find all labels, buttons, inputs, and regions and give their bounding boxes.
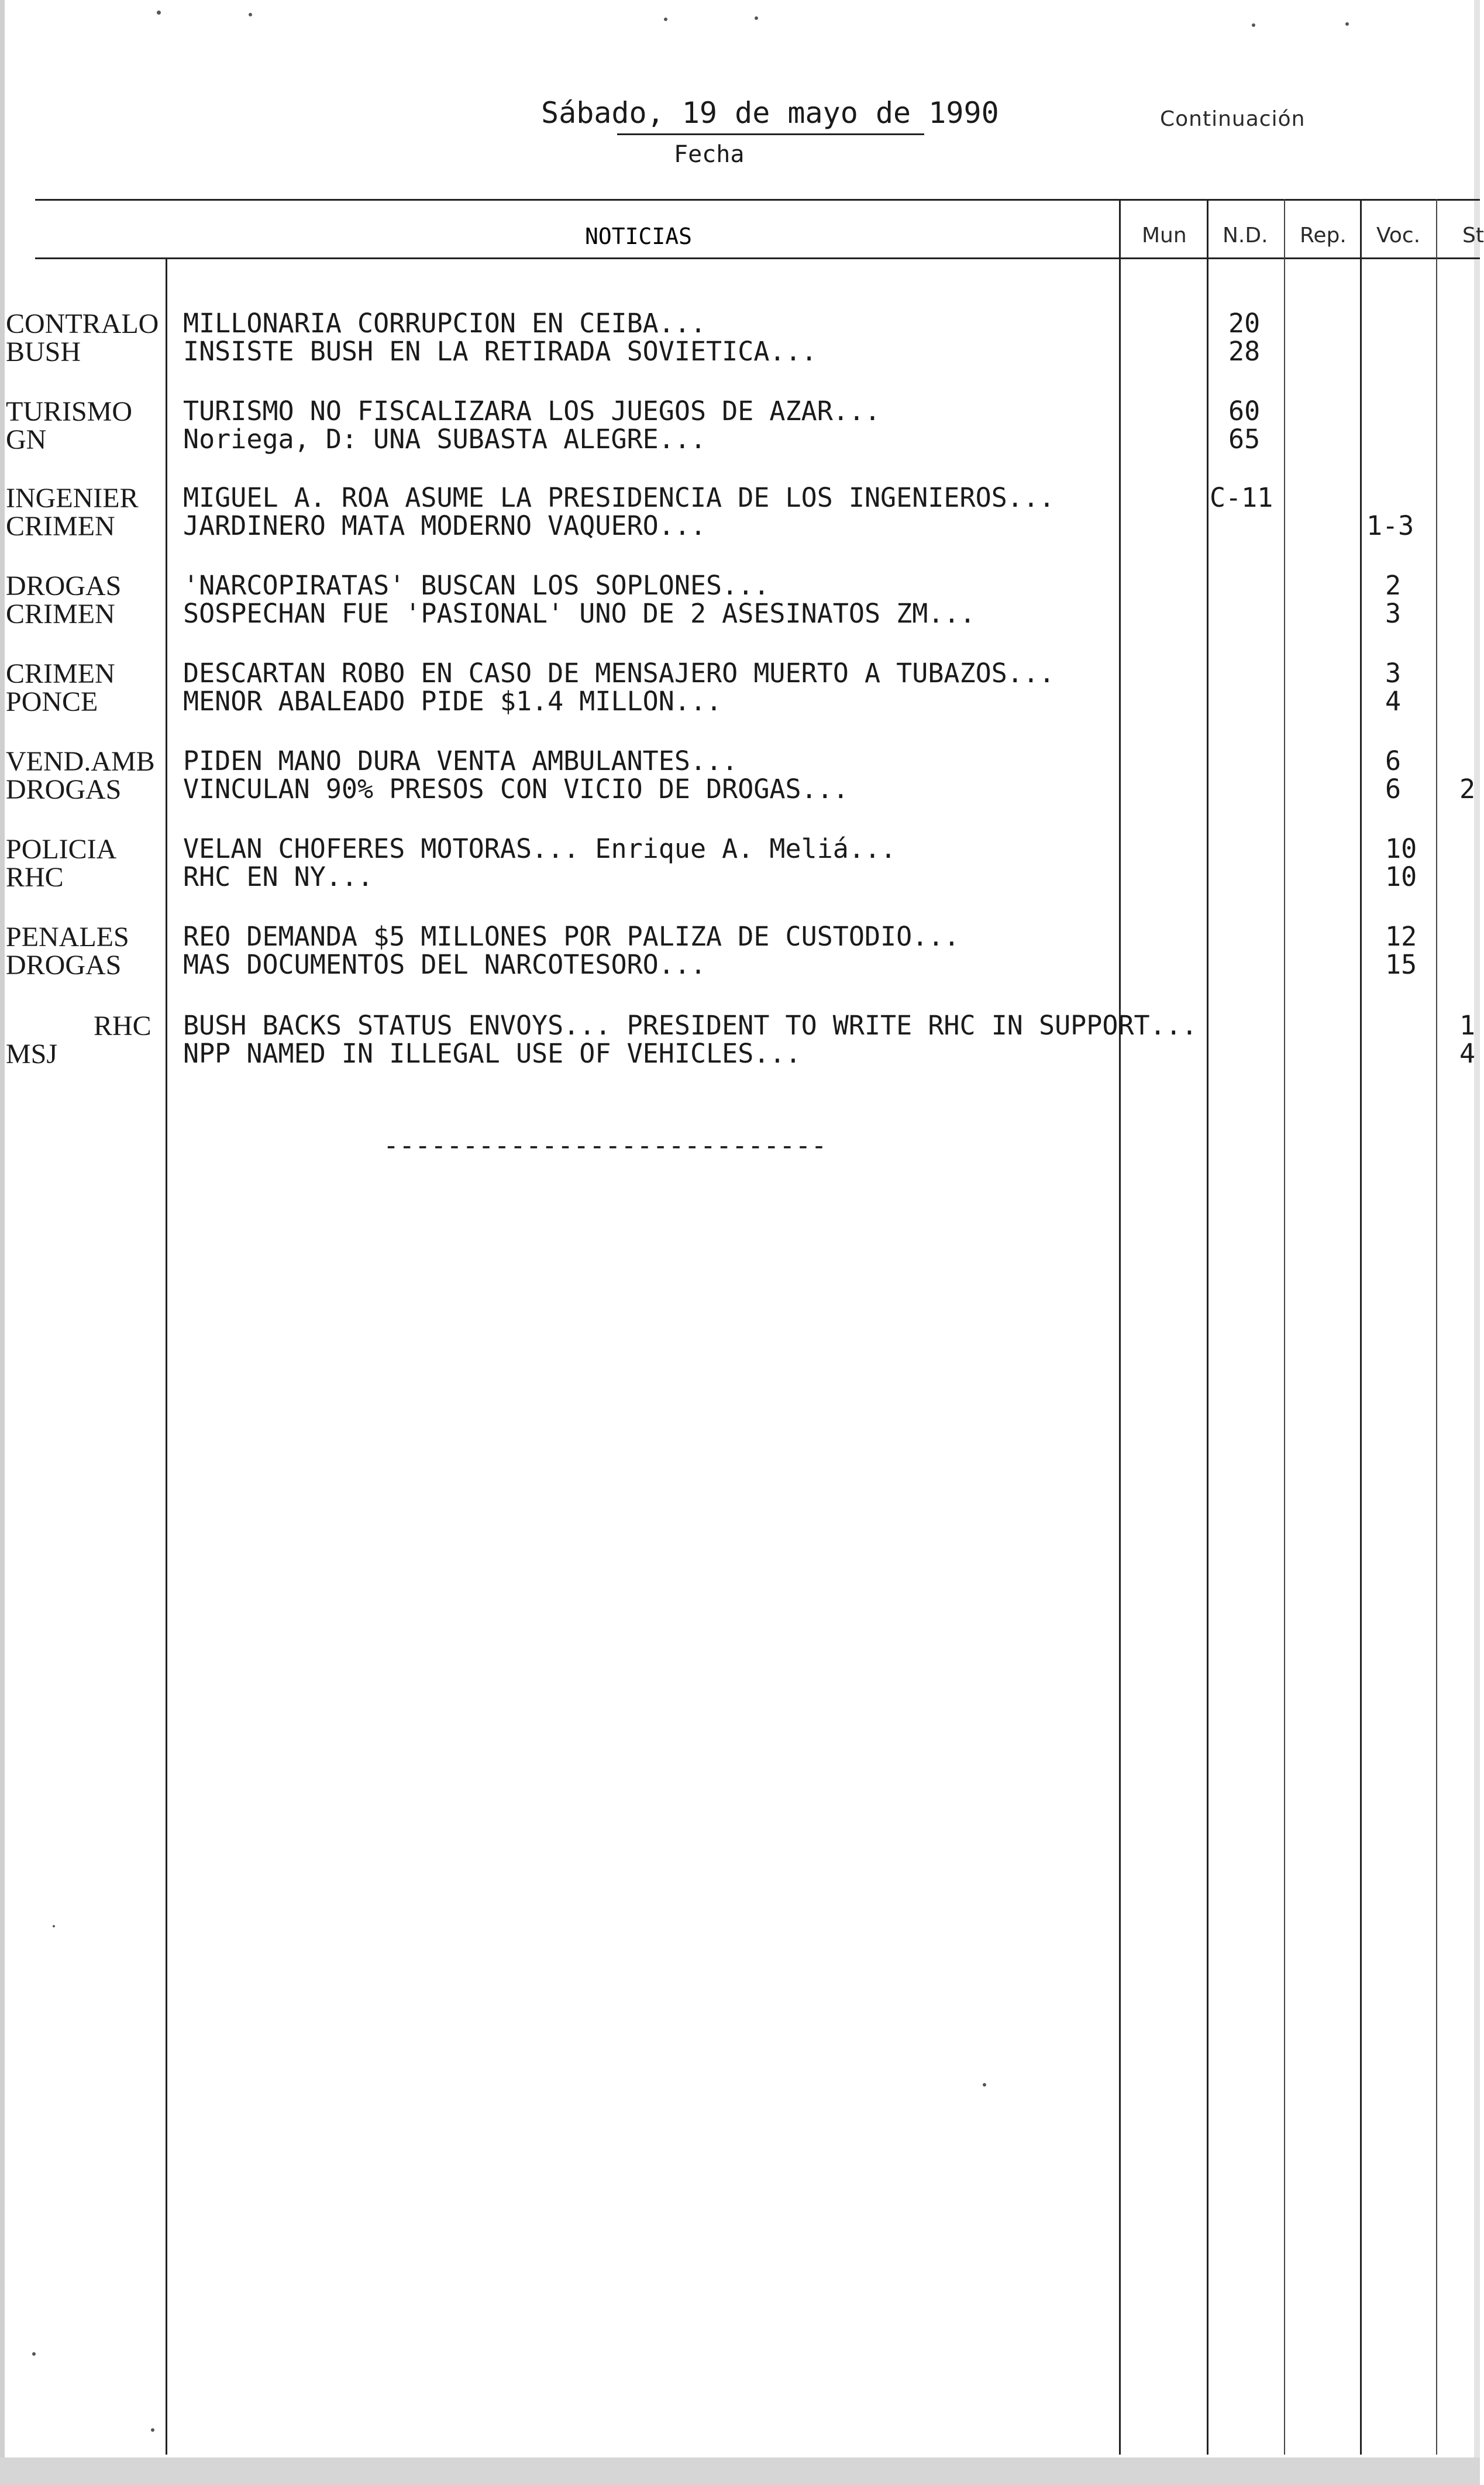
row-headline: INSISTE BUSH EN LA RETIRADA SOVIETICA...	[183, 336, 817, 367]
row-headline: SOSPECHAN FUE 'PASIONAL' UNO DE 2 ASESINATOS ZM...	[183, 598, 976, 629]
row-nd: C-11	[1210, 482, 1273, 513]
row-voc: 6	[1385, 774, 1402, 805]
row-voc: 10	[1385, 861, 1417, 892]
header-bottom-rule	[35, 257, 1480, 259]
row-category: GN	[6, 424, 47, 455]
row-voc: 12	[1385, 921, 1417, 952]
rep-column-divider	[1360, 199, 1362, 2455]
column-header-noticias: NOTICIAS	[585, 224, 693, 249]
table-top-rule	[35, 199, 1480, 201]
date-underline	[617, 133, 924, 135]
row-category: CRIMEN	[6, 658, 115, 689]
column-header-st: St	[1462, 224, 1484, 248]
scan-speck	[151, 2428, 154, 2432]
row-voc: 3	[1385, 658, 1402, 689]
row-headline: PIDEN MANO DURA VENTA AMBULANTES...	[183, 745, 738, 776]
row-category: DROGAS	[6, 774, 122, 805]
row-headline: Noriega, D: UNA SUBASTA ALEGRE...	[183, 424, 707, 455]
row-category: VEND.AMB	[6, 746, 155, 777]
row-category: POLICIA	[6, 834, 117, 865]
row-headline: MILLONARIA CORRUPCION EN CEIBA...	[183, 308, 707, 339]
noticias-column-divider	[1119, 199, 1121, 2455]
row-headline: REO DEMANDA $5 MILLONES POR PALIZA DE CUSTODIO...	[183, 921, 960, 952]
scan-left-edge	[0, 0, 5, 2485]
scan-speck	[249, 13, 252, 16]
row-headline: JARDINERO MATA MODERNO VAQUERO...	[183, 510, 707, 541]
row-voc: 3	[1385, 598, 1402, 629]
row-headline: MENOR ABALEADO PIDE $1.4 MILLON...	[183, 686, 722, 717]
row-voc: 1-3	[1366, 510, 1414, 541]
mun-column-divider	[1207, 199, 1208, 2455]
row-headline: BUSH BACKS STATUS ENVOYS... PRESIDENT TO WRITE RHC IN SUPPORT...	[183, 1010, 1197, 1041]
row-headline: MAS DOCUMENTOS DEL NARCOTESORO...	[183, 949, 707, 980]
row-category: CRIMEN	[6, 599, 115, 630]
row-category: DROGAS	[6, 950, 122, 981]
column-header-rep: Rep.	[1300, 224, 1347, 248]
category-column-divider	[166, 257, 167, 2455]
scan-bottom-band	[0, 2457, 1480, 2485]
scan-speck	[755, 16, 758, 20]
row-category: CRIMEN	[6, 511, 115, 542]
row-nd: 28	[1228, 336, 1261, 367]
column-header-nd: N.D.	[1223, 224, 1268, 248]
scan-speck	[1345, 22, 1349, 26]
row-headline: 'NARCOPIRATAS' BUSCAN LOS SOPLONES...	[183, 570, 770, 601]
row-nd: 65	[1228, 424, 1261, 455]
nd-column-divider	[1284, 199, 1285, 2455]
row-headline: MIGUEL A. ROA ASUME LA PRESIDENCIA DE LOS INGENIEROS...	[183, 482, 1055, 513]
row-voc: 10	[1385, 833, 1417, 864]
scan-speck	[1252, 23, 1255, 27]
row-category: TURISMO	[6, 396, 133, 427]
row-category: MSJ	[6, 1039, 58, 1070]
row-headline: DESCARTAN ROBO EN CASO DE MENSAJERO MUERTO A TUBAZOS...	[183, 658, 1055, 689]
row-category: CONTRALO	[6, 308, 159, 339]
scan-right-edge	[1474, 0, 1480, 2485]
row-category: DROGAS	[6, 570, 122, 602]
row-category: RHC	[6, 862, 64, 893]
continuation-label: Continuación	[1160, 107, 1306, 131]
end-of-list-dashes: ----------------------------	[383, 1130, 827, 1161]
scan-speck	[157, 11, 161, 15]
row-voc: 4	[1385, 686, 1402, 717]
row-st: 1	[1459, 1010, 1476, 1041]
scan-speck	[53, 1925, 55, 1927]
scan-speck	[32, 2352, 36, 2356]
row-nd: 20	[1228, 308, 1261, 339]
row-nd: 60	[1228, 396, 1261, 427]
row-headline: RHC EN NY...	[183, 861, 374, 892]
row-headline: NPP NAMED IN ILLEGAL USE OF VEHICLES...	[183, 1038, 801, 1069]
scan-speck	[664, 18, 667, 21]
row-voc: 2	[1385, 570, 1402, 601]
row-headline: VINCULAN 90% PRESOS CON VICIO DE DROGAS...	[183, 774, 849, 805]
date-text: Sábado, 19 de mayo de 1990	[541, 96, 999, 130]
row-headline: TURISMO NO FISCALIZARA LOS JUEGOS DE AZAR...	[183, 396, 881, 427]
voc-column-divider	[1436, 199, 1437, 2455]
row-category: PONCE	[6, 686, 98, 717]
column-header-voc: Voc.	[1376, 224, 1421, 248]
row-st: 2	[1459, 774, 1476, 805]
row-voc: 15	[1385, 949, 1417, 980]
row-st: 4	[1459, 1038, 1476, 1069]
column-header-mun: Mun	[1142, 224, 1187, 248]
row-headline: VELAN CHOFERES MOTORAS... Enrique A. Meliá...	[183, 833, 897, 864]
row-voc: 6	[1385, 745, 1402, 776]
row-category: RHC	[94, 1011, 152, 1042]
date-label: Fecha	[674, 141, 745, 168]
row-category: PENALES	[6, 922, 129, 953]
row-category: BUSH	[6, 336, 81, 367]
scan-speck	[983, 2083, 986, 2087]
row-category: INGENIER	[6, 483, 139, 514]
